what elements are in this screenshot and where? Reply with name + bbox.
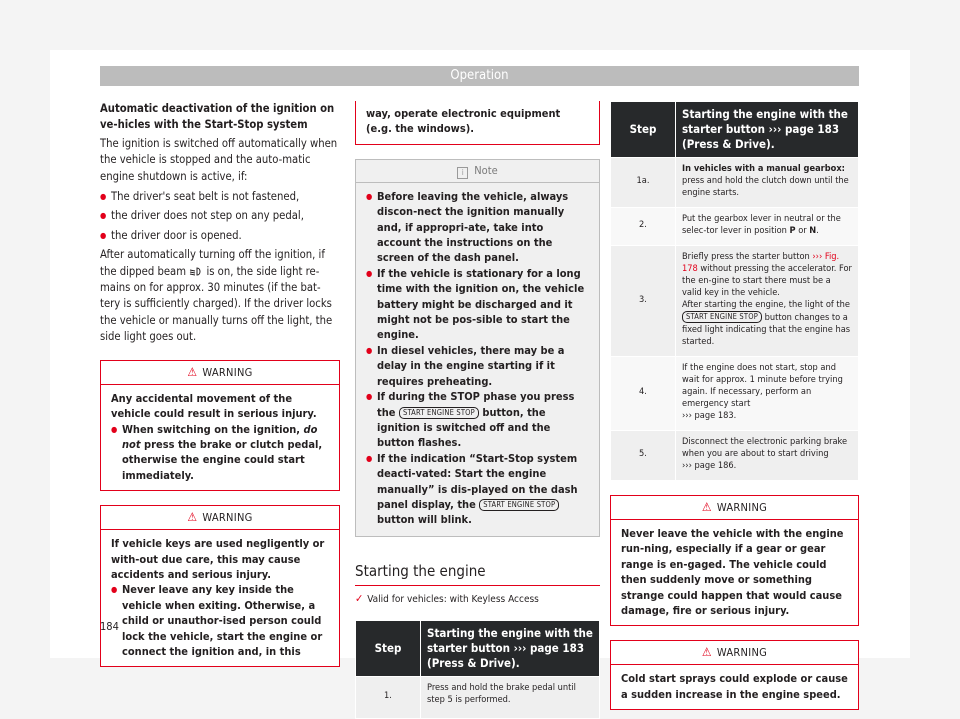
column-middle xyxy=(355,101,600,719)
start-engine-stop-button-label: START ENGINE STOP xyxy=(682,311,762,323)
column-header-description: Starting the engine with the starter button ››› page 183 (Press & Drive). xyxy=(676,102,859,158)
warning-body: Never leave the vehicle with the engine run-ning, especially if a gear or gear range is en-gaged. The vehicle could then suddenly move or something strange could happen that would cause damage, fire or serious injury. xyxy=(621,527,844,618)
page-number: 184 xyxy=(100,620,119,633)
warning-box-continued: way, operate electronic equipment (e.g. the windows). xyxy=(355,101,600,145)
warning-header: ⚠ WARNING xyxy=(611,496,858,520)
warning-box xyxy=(100,360,340,491)
steps-table xyxy=(355,620,600,719)
section-divider xyxy=(355,585,600,586)
validity-line: ✓ Valid for vehicles: with Keyless Access xyxy=(355,591,539,605)
note-bullet: ● If the indication “Start-Stop system deacti-vated: Start the engine manually” is dis-played on the dash panel display, the START ENGINE STOP button will blink. xyxy=(366,451,589,528)
note-bullet: ● In diesel vehicles, there may be a delay in the engine starting if it requires preheating. xyxy=(366,343,589,389)
section-title: Starting the engine xyxy=(355,561,486,580)
dipped-beam-icon xyxy=(189,267,203,276)
note-bullet: ● If the vehicle is stationary for a long time with the ignition on, the vehicle battery might be discharged and it might not be pos-sible to start the engine. xyxy=(366,266,589,343)
intro-text: The ignition is switched off automatically when the vehicle is stopped and the auto-matic engine shutdown is active, if: xyxy=(100,136,338,183)
column-header-step: Step xyxy=(356,621,421,677)
warning-triangle-icon: ⚠ xyxy=(187,364,198,379)
column-header-description: Starting the engine with the starter button ››› page 183 (Press & Drive). xyxy=(421,621,600,677)
note-header: i Note xyxy=(356,160,599,183)
warning-header: ⚠ WARNING xyxy=(101,506,339,530)
page-header: Operation xyxy=(100,66,859,86)
warning-triangle-icon: ⚠ xyxy=(701,500,712,514)
table-header-row xyxy=(611,102,859,158)
warning-body: Cold start sprays could explode or cause a sudden increase in the engine speed. xyxy=(621,672,848,701)
table-header-row xyxy=(356,621,600,677)
bullet-item: ● The driver's seat belt is not fastened, xyxy=(100,189,340,205)
column-header-step: Step xyxy=(611,102,676,158)
warning-box xyxy=(610,640,859,710)
warning-box xyxy=(100,505,340,667)
warning-triangle-icon: ⚠ xyxy=(187,510,198,525)
bullet-item: ● the driver does not step on any pedal, xyxy=(100,208,340,224)
page-link[interactable]: ››› page 186. xyxy=(682,460,737,471)
table-row: 3. Briefly press the starter button ››› Fig. 178 without pressing the accelerator. For the en-gine to start there must be a valid key in the vehicle. After starting the engine, the light of the START ENGINE STOP button changes to a fixed light indicating that the engine has started. xyxy=(611,246,859,357)
table-row: 1. Press and hold the brake pedal until step 5 is performed. xyxy=(356,677,600,719)
start-engine-stop-button-label: START ENGINE STOP xyxy=(479,499,559,511)
note-box xyxy=(355,159,600,537)
note-body xyxy=(356,183,599,536)
check-icon: ✓ xyxy=(355,591,364,605)
warning-header: ⚠ WARNING xyxy=(611,641,858,665)
warning-body: If vehicle keys are used negligently or with-out due care, this may cause accidents and serious injury. ● Never leave any key inside the vehicle when exiting. Otherwise, a child or unauthor-ised person could lock the vehicle, start the engine or connect the ignition and, in this xyxy=(101,530,339,666)
page-link[interactable]: ››› page 183. xyxy=(682,410,737,421)
figure-link[interactable]: ››› Fig. 178 xyxy=(682,251,840,274)
table-row: 5. Disconnect the electronic parking brake when you are about to start driving ››› page 186. xyxy=(611,431,859,481)
note-bullet: ● Before leaving the vehicle, always discon-nect the ignition manually and, if appropri-ate, take into account the instructions on the screen of the dash panel. xyxy=(366,189,589,266)
column-left xyxy=(100,101,340,667)
warning-bullet: ● Never leave any key inside the vehicle when exiting. Otherwise, a child or unauthor-ised person could lock the vehicle, start the engine or connect the ignition and, in this xyxy=(111,582,329,659)
table-row: 4. If the engine does not start, stop and wait for approx. 1 minute before trying again. If necessary, perform an emergency start ››› page 183. xyxy=(611,357,859,431)
warning-header: ⚠ WARNING xyxy=(101,361,339,385)
warning-box xyxy=(610,495,859,626)
bullet-item: ● the driver door is opened. xyxy=(100,228,340,244)
page-link[interactable]: ››› page 183 xyxy=(768,122,840,136)
column-right xyxy=(610,101,859,710)
start-engine-stop-button-label: START ENGINE STOP xyxy=(399,407,479,419)
note-icon: i xyxy=(457,167,468,179)
warning-bullet: ● When switching on the ignition, do not press the brake or clutch pedal, otherwise the engine could start immediately. xyxy=(111,422,329,484)
table-row: 2. Put the gearbox lever in neutral or the selec-tor lever in position P or N. xyxy=(611,208,859,246)
paragraph: After automatically turning off the ignition, if the dipped beam is on, the side light re-mains on for approx. 30 minutes (if the bat-tery is sufficiently charged). If the driver locks the vehicle or manually turns off the light, the side light goes out. xyxy=(100,248,333,344)
steps-table-continued xyxy=(610,101,859,481)
section-heading: Automatic deactivation of the ignition on ve-hicles with the Start-Stop system xyxy=(100,102,335,132)
table-row: 1a. In vehicles with a manual gearbox: press and hold the clutch down until the engine starts. xyxy=(611,158,859,208)
warning-body: Any accidental movement of the vehicle could result in serious injury. ● When switching on the ignition, do not press the brake or clutch pedal, otherwise the engine could start immediately. xyxy=(101,385,339,490)
note-bullet: ● If during the STOP phase you press the START ENGINE STOP button, the ignition is switched off and the button flashes. xyxy=(366,389,589,451)
warning-triangle-icon: ⚠ xyxy=(701,645,712,660)
page-link[interactable]: ››› page 183 xyxy=(513,641,585,656)
